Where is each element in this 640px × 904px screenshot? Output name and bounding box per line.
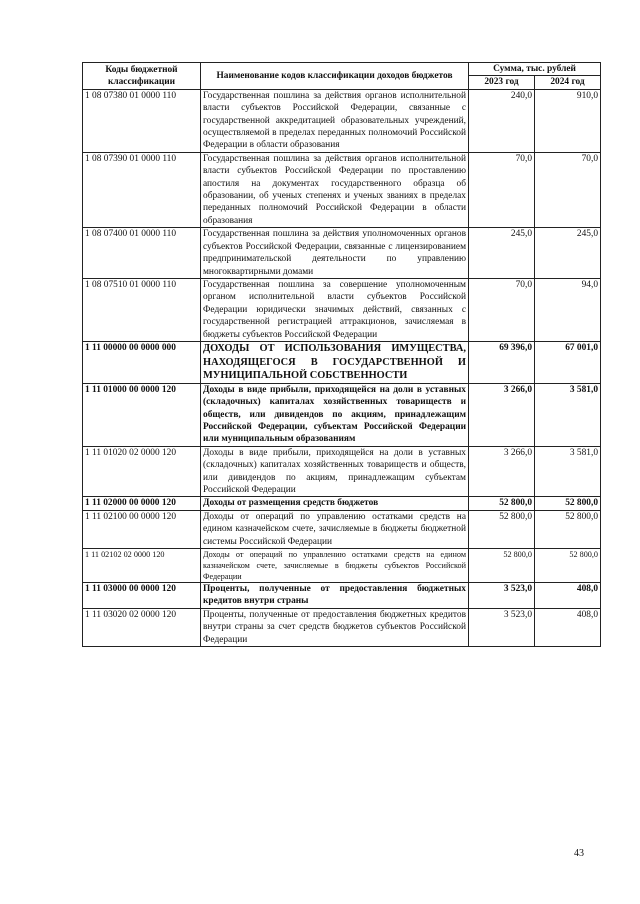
row-name: Государственная пошлина за совершение уполномоченным органом исполнительной власти субъектов Российской Федерации юридически значимых действий, связанных с государственной регистрацией аттракционов, зачисляемая в бюджеты субъектов Российской Федерации [201,278,469,341]
table-row [83,89,601,152]
row-value-2024: 70,0 [535,152,601,227]
row-value-2023: 245,0 [469,228,535,279]
table-row [83,278,601,341]
table-row [83,152,601,227]
header-codes: Коды бюджетной классификации [83,63,201,90]
header-sum: Сумма, тыс. рублей [469,63,601,76]
row-value-2024: 52 800,0 [535,497,601,510]
row-value-2023: 52 800,0 [469,510,535,548]
row-name: Доходы от операций по управлению остатками средств на едином казначейском счете, зачисляемые в бюджеты бюджетной системы Российской Федерации [201,510,469,548]
row-value-2024: 408,0 [535,583,601,609]
row-name: Доходы от операций по управлению остатками средств на едином казначейском счете, зачисляемые в бюджеты субъектов Российской Федерации [201,549,469,583]
table-row [83,549,601,583]
row-code: 1 11 02102 02 0000 120 [83,549,201,583]
row-name: Доходы от размещения средств бюджетов [201,497,469,510]
row-value-2024: 408,0 [535,608,601,646]
row-value-2024: 94,0 [535,278,601,341]
row-value-2023: 240,0 [469,89,535,152]
row-code: 1 11 00000 00 0000 000 [83,341,201,383]
row-value-2023: 70,0 [469,152,535,227]
row-value-2023: 3 523,0 [469,583,535,609]
row-code: 1 11 02000 00 0000 120 [83,497,201,510]
row-value-2024: 245,0 [535,228,601,279]
budget-table [82,62,601,647]
row-value-2023: 52 800,0 [469,549,535,583]
row-code: 1 11 01020 02 0000 120 [83,446,201,497]
table-row [83,228,601,279]
row-code: 1 08 07510 01 0000 110 [83,278,201,341]
row-name: Доходы в виде прибыли, приходящейся на доли в уставных (складочных) капиталах хозяйственных товариществ и обществ, или дивидендов по акциям, принадлежащим субъектам Российской Федерации [201,446,469,497]
table-row-section [83,341,601,383]
row-code: 1 11 01000 00 0000 120 [83,383,201,446]
row-code: 1 08 07380 01 0000 110 [83,89,201,152]
row-code: 1 11 03000 00 0000 120 [83,583,201,609]
table-row [83,608,601,646]
row-code: 1 11 02100 00 0000 120 [83,510,201,548]
row-value-2023: 70,0 [469,278,535,341]
row-name: Проценты, полученные от предоставления бюджетных кредитов внутри страны [201,583,469,609]
row-code: 1 08 07400 01 0000 110 [83,228,201,279]
row-code: 1 11 03020 02 0000 120 [83,608,201,646]
row-name: Доходы в виде прибыли, приходящейся на доли в уставных (складочных) капиталах хозяйственных товариществ и обществ, или дивидендов по акциям, принадлежащим Российской Федерации, субъектам Российской Федерации или муниципальным образованиям [201,383,469,446]
row-value-2023: 52 800,0 [469,497,535,510]
row-value-2023: 3 523,0 [469,608,535,646]
row-value-2024: 3 581,0 [535,383,601,446]
row-value-2024: 52 800,0 [535,549,601,583]
row-name: Государственная пошлина за действия органов исполнительной власти субъектов Российской Федерации, связанные с государственной аккредитацией образовательных учреждений, осуществляемой в пределах переданных полномочий Российской Федерации в области образования [201,89,469,152]
row-value-2024: 67 001,0 [535,341,601,383]
row-value-2024: 910,0 [535,89,601,152]
row-name: Государственная пошлина за действия органов исполнительной власти субъектов Российской Федерации по проставлению апостиля на документах государственного образца об образовании, об ученых степенях и ученых званиях в пределах переданных полномочий Российской Федерации в области образования [201,152,469,227]
row-name: Проценты, полученные от предоставления бюджетных кредитов внутри страны за счет средств бюджетов субъектов Российской Федерации [201,608,469,646]
table-row-subsection [83,583,601,609]
row-name: Государственная пошлина за действия уполномоченных органов субъектов Российской Федерации, связанные с лицензированием предпринимательской деятельности по управлению многоквартирными домами [201,228,469,279]
row-name: ДОХОДЫ ОТ ИСПОЛЬЗОВАНИЯ ИМУЩЕСТВА, НАХОДЯЩЕГОСЯ В ГОСУДАРСТВЕННОЙ И МУНИЦИПАЛЬНОЙ СОБСТВЕННОСТИ [201,341,469,383]
table-row [83,446,601,497]
row-value-2023: 3 266,0 [469,446,535,497]
table-row-subsection [83,383,601,446]
row-value-2023: 3 266,0 [469,383,535,446]
row-value-2023: 69 396,0 [469,341,535,383]
header-year-2023: 2023 год [469,76,535,89]
row-code: 1 08 07390 01 0000 110 [83,152,201,227]
table-row-subsection [83,497,601,510]
header-row [83,63,601,76]
page-number: 43 [574,848,584,859]
table-row [83,510,601,548]
row-value-2024: 52 800,0 [535,510,601,548]
header-name: Наименование кодов классификации доходов бюджетов [201,63,469,90]
header-year-2024: 2024 год [535,76,601,89]
row-value-2024: 3 581,0 [535,446,601,497]
